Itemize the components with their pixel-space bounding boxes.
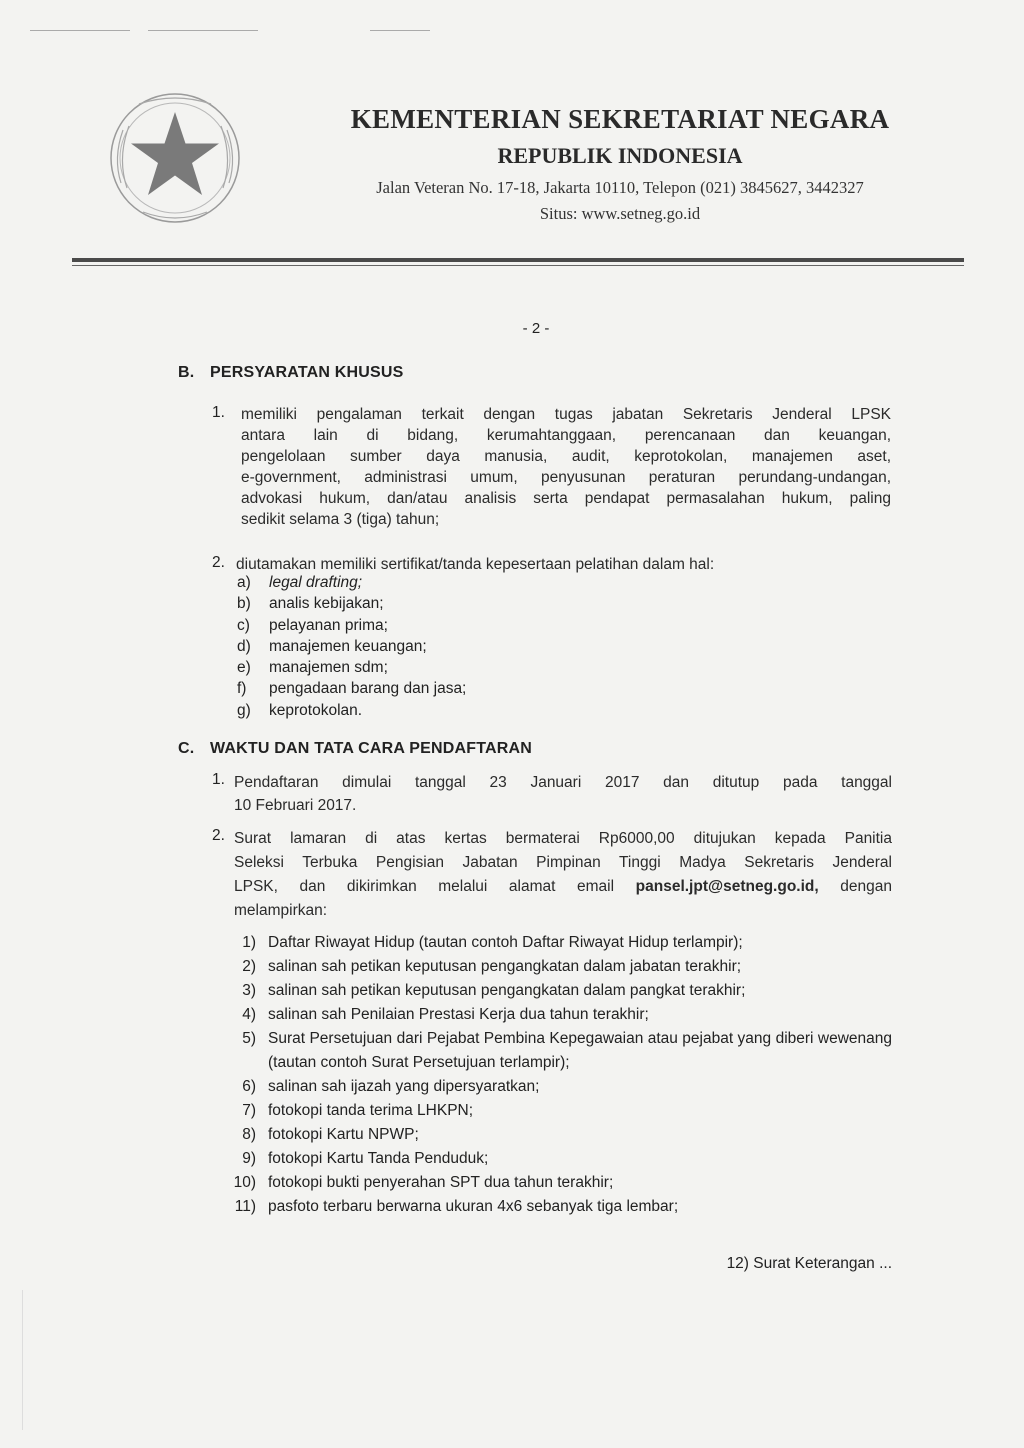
list-item: 6) salinan sah ijazah yang dipersyaratkan; [242,1078,540,1095]
list-item: b) analis kebijakan; [237,595,384,613]
list-item: 10) fotokopi bukti penyerahan SPT dua tahun terakhir; [233,1174,614,1191]
scan-edge [22,1290,23,1430]
b-item1-text: memiliki pengalaman terkait dengan tugas jabatan Sekretaris Jenderal LPSK antara lain di bidang, kerumahtanggaan, perencanaan dan keuangan, pengelolaan sumber daya manusia, audit, keprotokolan, manajemen aset, e-government, administrasi umum, penyusunan peraturan perundang-undangan, advokasi hukum, dan/atau analisis serta pendapat permasalahan hukum, paling sedikit selama 3 (tiga) tahun; [241,406,891,528]
list-item: 11) pasfoto terbaru berwarna ukuran 4x6 sebanyak tiga lembar; [234,1198,679,1215]
list-item: a) legal drafting; [237,574,363,591]
list-item: 3) salinan sah petikan keputusan pengangkatan dalam pangkat terakhir; [242,982,746,999]
list-item: 4) salinan sah Penilaian Prestasi Kerja dua tahun terakhir; [242,1006,649,1023]
scan-marks [30,30,430,34]
letterhead [300,104,940,224]
section-b-heading: B. PERSYARATAN KHUSUS [178,364,404,381]
list-item: 8) fotokopi Kartu NPWP; [242,1126,419,1143]
section-c-heading: C. WAKTU DAN TATA CARA PENDAFTARAN [178,740,533,757]
page-number: - 2 - [522,320,550,337]
c-item2-number: 2. [212,827,225,844]
list-item: d) manajemen keuangan; [237,637,427,655]
c-item1-text: Pendaftaran dimulai tanggal 23 Januari 2017 dan ditutup pada tanggal 10 Februari 2017. [234,774,892,814]
email-address: pansel.jpt@setneg.go.id, [635,878,819,895]
attachments-list [232,931,892,1219]
b-item2-number: 2. [212,554,225,571]
list-item: e) manajemen sdm; [237,659,388,677]
country-subtitle: REPUBLIK INDONESIA [497,143,743,168]
b-item2-sublist [237,572,837,721]
letterhead-rule-thin [72,265,964,266]
c-item2-text: Surat lamaran di atas kertas bermaterai Rp6000,00 ditujukan kepada Panitia Seleksi Terbuka Pengisian Jabatan Pimpinan Tinggi Madya Sekretaris Jenderal LPSK, dan dikirimkan melalui alamat email pansel.jpt@setneg.go.id, dengan melampirkan: [234,830,893,919]
list-item: 2) salinan sah petikan keputusan pengangkatan dalam jabatan terakhir; [242,958,742,975]
c-item1-number: 1. [212,771,225,788]
b-item1-number: 1. [212,404,225,421]
continuation-note: 12) Surat Keterangan ... [726,1255,892,1272]
list-item: 7) fotokopi tanda terima LHKPN; [242,1102,474,1119]
ministry-title: KEMENTERIAN SEKRETARIAT NEGARA [350,104,890,134]
star-seal-icon [103,88,247,228]
list-item: c) pelayanan prima; [237,616,388,634]
list-item: 5) Surat Persetujuan dari Pejabat Pembina Kepegawaian atau pejabat yang diberi wewenang (tautan contoh Surat Persetujuan terlampir); [242,1030,892,1071]
list-item: g) keprotokolan. [237,701,363,719]
office-website: Situs: www.setneg.go.id [539,204,701,223]
letterhead-rule [72,258,964,262]
list-item: f) pengadaan barang dan jasa; [237,680,467,698]
list-item: 1) Daftar Riwayat Hidup (tautan contoh Daftar Riwayat Hidup terlampir); [242,934,743,951]
office-address: Jalan Veteran No. 17-18, Jakarta 10110, Telepon (021) 3845627, 3442327 [376,178,864,197]
b-item2-text: diutamakan memiliki sertifikat/tanda kepesertaan pelatihan dalam hal: [236,556,715,573]
list-item: 9) fotokopi Kartu Tanda Penduduk; [242,1150,489,1167]
